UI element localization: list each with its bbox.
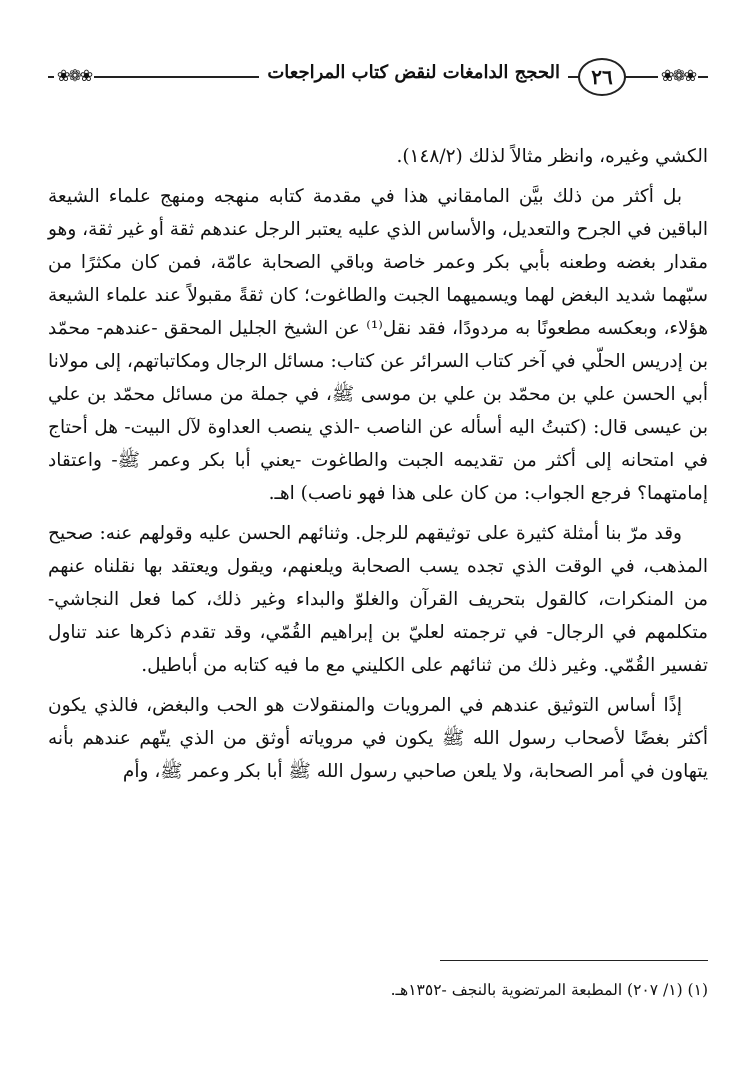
footnote: (١) (١/ ٢٠٧) المطبعة المرتضوية بالنجف -١٣٥٢هـ. — [390, 981, 708, 999]
running-header — [48, 52, 708, 100]
paragraph-3: وقد مرّ بنا أمثلة كثيرة على توثيقهم للرجل. وثنائهم الحسن عليه وقولهم عنه: صحيح المذهب، في الوقت الذي تجده يسب الصحابة ويلعنهم، ويقول ويعتقد بها نقلناه عنهم من المنكرات، كالقول بتحريف القرآن والغلوّ والبداء وغير ذلك، كما فعل النجاشي- متكلمهم في الرجال- في ترجمته لعليّ بن إبراهيم القُمّي، وقد تقدم ذكرها عند تناول تفسير القُمّي. وغير ذلك من ثنائهم على الكليني مع ما فيه كتابه من أباطيل. — [48, 523, 708, 676]
ornament-left: ❀❁❀ — [54, 64, 94, 86]
ornament-right: ❀❁❀ — [658, 64, 698, 86]
book-title: الحجج الدامغات لنقض كتاب المراجعات — [259, 62, 568, 83]
footnote-separator — [440, 960, 708, 961]
paragraph-2: بل أكثر من ذلك بيَّن المامقاني هذا في مقدمة كتابه منهجه ومنهج علماء الشيعة الباقين في الجرح والتعديل، والأساس الذي عليه يعتبر الرجل عندهم ثقة أو غير ثقة، وهو مقدار بغضه وطعنه بأبي بكر وعمر خاصة وباقي الصحابة عامّة، فمن كان مكثرًا من سبّهما شديد البغض لهما ويسميهما الجبت والطاغوت؛ كان ثقةً مقبولاً عند علماء الشيعة هؤلاء، وبعكسه مطعونًا به مردودًا، فقد نقل⁽¹⁾ عن الشيخ الجليل المحقق -عندهم- محمّد بن إدريس الحلّي في آخر كتاب السرائر عن كتاب: مسائل الرجال ومكاتباتهم، إلى مولانا أبي الحسن علي بن محمّد بن علي بن موسى ﷺ، في جملة من مسائل محمّد بن علي بن عيسى قال: (كتبتُ اليه أسأله عن الناصب -الذي ينصب العداوة لآل البيت- هل أحتاج في امتحانه إلى أكثر من تقديمه الجبت والطاغوت -يعني أبا بكر وعمر ﷺ- واعتقاد إمامتهما؟ فرجع الجواب: من كان على هذا فهو ناصب) اهـ. — [48, 186, 708, 504]
paragraph-1: الكشي وغيره، وانظر مثالاً لذلك (١٤٨/٢). — [396, 146, 708, 167]
page-number — [578, 58, 626, 96]
page-number-text: ٢٦ — [591, 65, 613, 89]
paragraph-4: إذًا أساس التوثيق عندهم في المرويات والمنقولات هو الحب والبغض، فالذي يكون أكثر بغضًا لأصحاب رسول الله ﷺ يكون في مروياته أوثق من الذي يتّهم عندهم بأنه يتهاون في أمر الصحابة، ولا يلعن صاحبي رسول الله ﷺ أبا بكر وعمر ﷺ، وأم — [48, 695, 708, 782]
page-body — [48, 140, 708, 795]
